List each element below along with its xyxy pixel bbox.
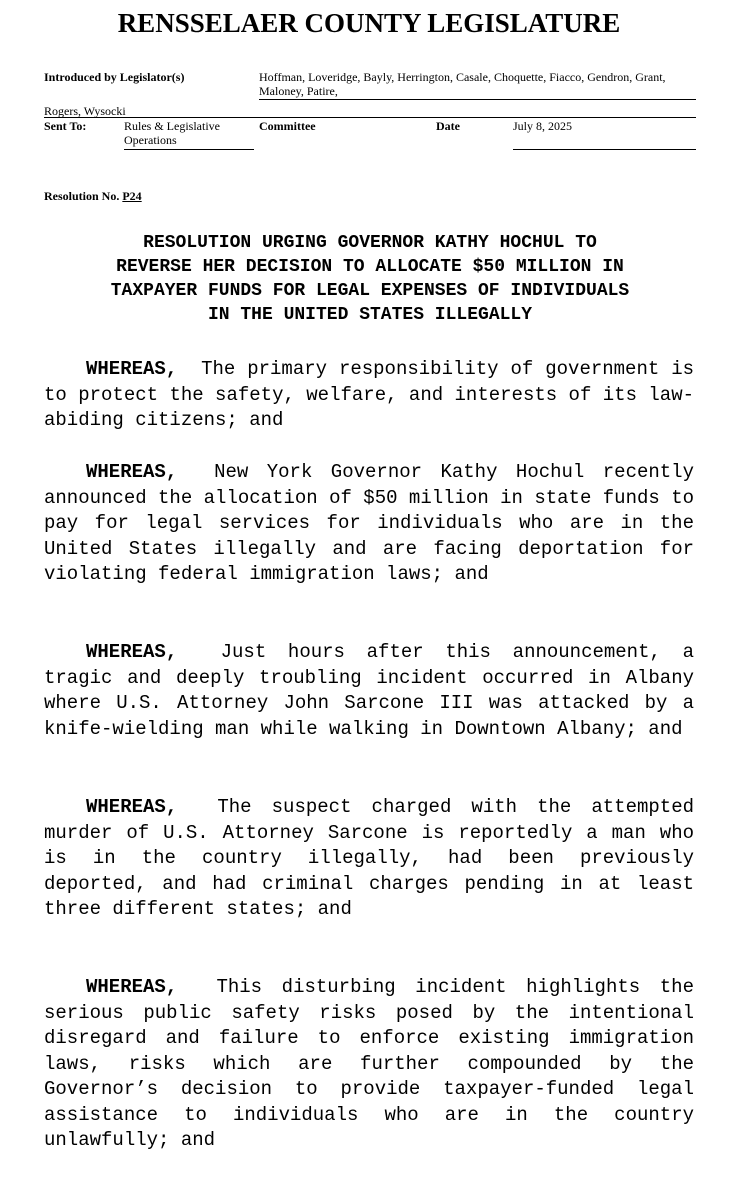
date-underline: [513, 149, 696, 150]
introduced-separator: [44, 117, 696, 118]
introduced-underline: [259, 99, 696, 100]
date-label: Date: [436, 119, 460, 133]
sent-to-value-line2: Operations: [124, 133, 177, 147]
document-title: RENSSELAER COUNTY LEGISLATURE: [117, 8, 621, 38]
whereas-paragraph: [44, 460, 694, 588]
date-value: July 8, 2025: [513, 119, 573, 133]
whereas-paragraph: [44, 975, 694, 1154]
introduced-label: Introduced by Legislator(s): [44, 70, 185, 84]
committee-label: Committee: [259, 119, 316, 133]
sent-to-value-line1: Rules & Legislative: [124, 119, 220, 133]
resolution-title-line: REVERSE HER DECISION TO ALLOCATE $50 MILLION IN: [116, 257, 624, 277]
whereas-keyword: WHEREAS,: [86, 976, 178, 998]
resolution-title: [40, 231, 700, 327]
sent-to-underline: [124, 149, 254, 150]
sent-to-label: Sent To:: [44, 119, 87, 133]
whereas-keyword: WHEREAS,: [86, 641, 178, 663]
resolution-title-line: IN THE UNITED STATES ILLEGALLY: [207, 305, 533, 325]
whereas-paragraph: [44, 357, 694, 434]
whereas-keyword: WHEREAS,: [86, 461, 178, 483]
resolution-number: P24: [122, 189, 142, 203]
whereas-text: The suspect charged with the attempted murder of U.S. Attorney Sarcone is reportedly a man who is in the country illegally, had been previously deported, and had criminal charges pending in at least three different states; and: [44, 796, 694, 920]
whereas-text: This disturbing incident highlights the serious public safety risks posed by the intentional disregard and failure to enforce existing immigration laws, risks which are further compounded by the Governor’s decision to provide taxpayer-funded legal assistance to individuals who are in the country unlawfully; and: [44, 976, 694, 1151]
introduced-names-line1: Hoffman, Loveridge, Bayly, Herrington, Casale, Choquette, Fiacco, Gendron, Grant,: [259, 70, 666, 84]
resolution-title-line: TAXPAYER FUNDS FOR LEGAL EXPENSES OF INDIVIDUALS: [110, 281, 630, 301]
whereas-keyword: WHEREAS,: [86, 358, 178, 380]
whereas-paragraph: [44, 795, 694, 923]
resolution-number-label: Resolution No.: [44, 189, 120, 203]
whereas-text: New York Governor Kathy Hochul recently announced the allocation of $50 million in state funds to pay for legal services for individuals who are in the United States illegally and are facing deportation for violating federal immigration laws; and: [44, 461, 694, 585]
introduced-names-line3: Rogers, Wysocki: [44, 104, 126, 118]
whereas-text: Just hours after this announcement, a tragic and deeply troubling incident occurred in Albany where U.S. Attorney John Sarcone III was attacked by a knife-wielding man while walking in Downtown Albany; and: [44, 641, 694, 740]
whereas-text: The primary responsibility of government is to protect the safety, welfare, and interests of its law-abiding citizens; and: [44, 358, 694, 431]
introduced-names-line2: Maloney, Patire,: [259, 84, 338, 98]
whereas-paragraph: [44, 640, 694, 742]
resolution-title-line: RESOLUTION URGING GOVERNOR KATHY HOCHUL TO: [143, 233, 597, 253]
whereas-keyword: WHEREAS,: [86, 796, 178, 818]
resolution-number-row: [44, 189, 142, 203]
